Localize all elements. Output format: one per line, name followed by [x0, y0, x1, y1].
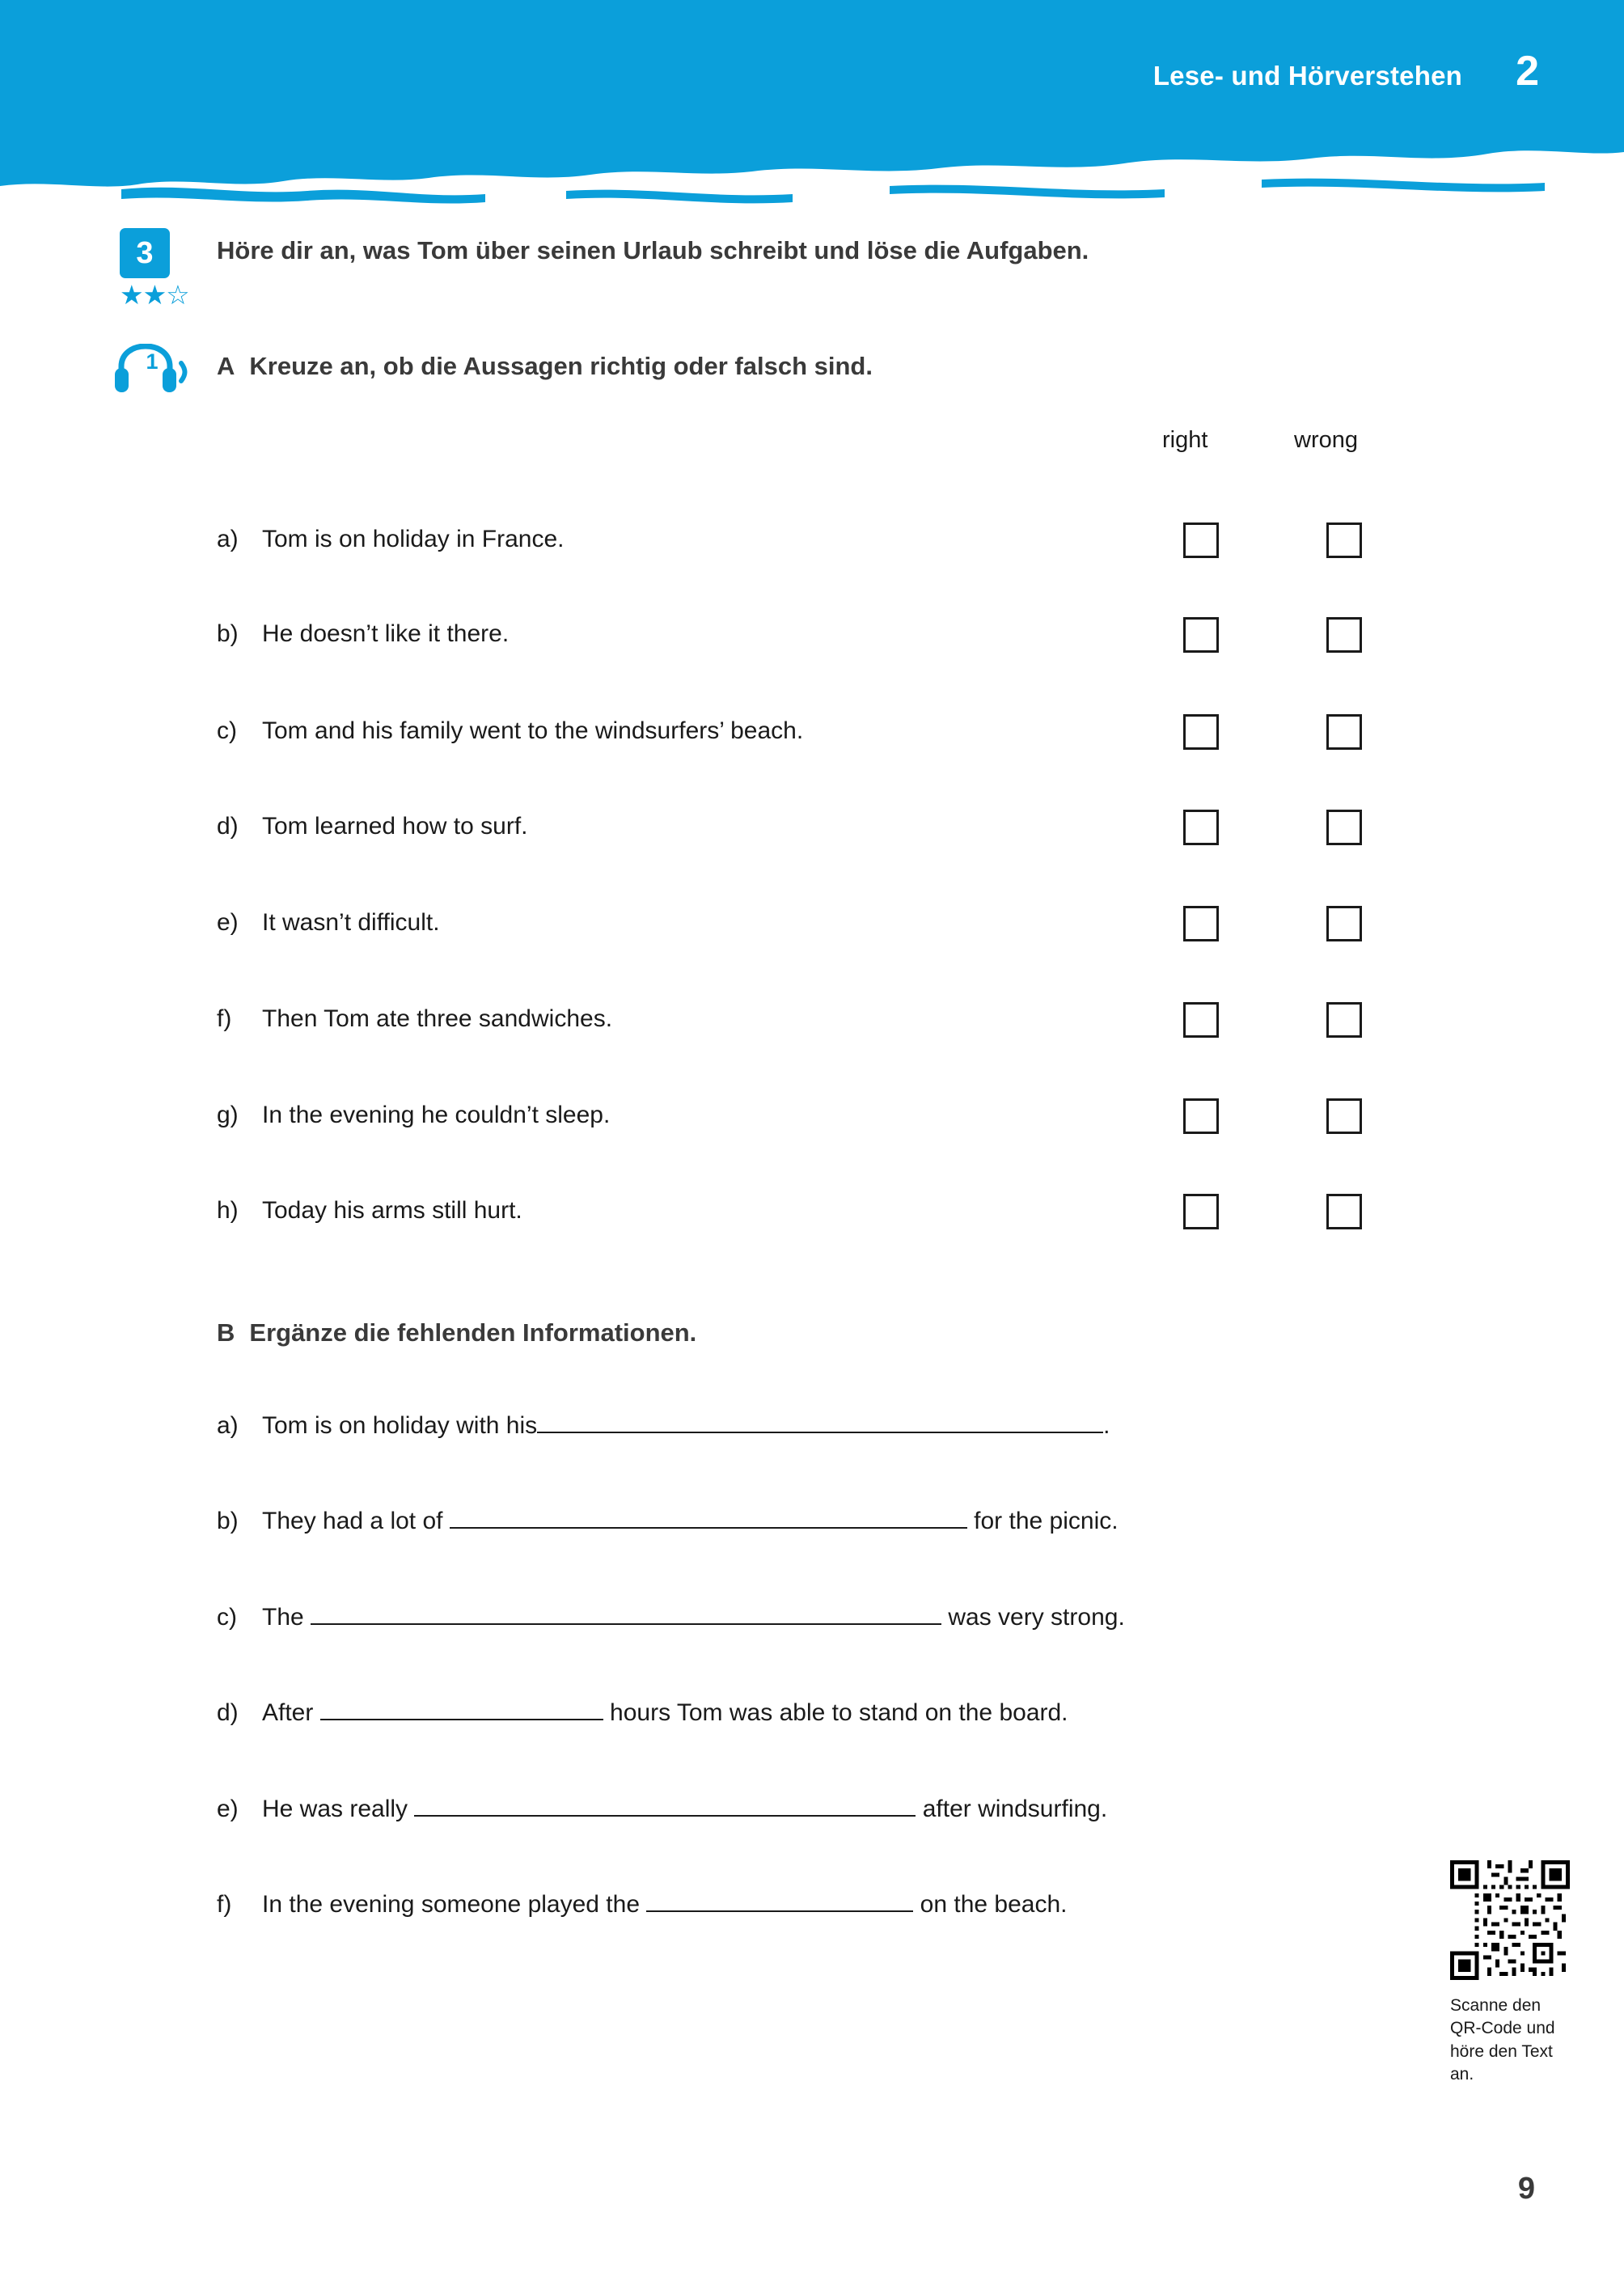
- table-row: [217, 813, 1389, 861]
- gap-text-before: He was really: [262, 1796, 415, 1822]
- gap-label: d): [217, 1699, 239, 1726]
- part-a-heading: [217, 352, 873, 381]
- statement-label: h): [217, 1197, 239, 1224]
- statement-text: Tom is on holiday in France.: [262, 526, 565, 552]
- gap-label: f): [217, 1891, 232, 1918]
- gap-input-line[interactable]: [311, 1599, 941, 1625]
- checkbox-right[interactable]: [1183, 1098, 1219, 1134]
- difficulty-stars: ★★☆: [120, 280, 189, 310]
- statement-text: Tom learned how to surf.: [262, 813, 528, 840]
- gap-text-after: was very strong.: [941, 1604, 1125, 1631]
- part-b-heading-text: Ergänze die fehlenden Informationen.: [249, 1318, 697, 1347]
- statement-text: Then Tom ate three sandwiches.: [262, 1005, 613, 1032]
- audio-track-number: 1: [146, 349, 159, 374]
- page-title: Lese- und Hörverstehen: [1152, 61, 1462, 91]
- statement-label: b): [217, 620, 239, 647]
- gap-fill-row: [217, 1694, 1446, 1727]
- checkbox-wrong[interactable]: [1326, 1002, 1362, 1038]
- gap-label: c): [217, 1604, 237, 1631]
- qr-code-block: [1450, 1860, 1570, 2086]
- checkbox-right[interactable]: [1183, 522, 1219, 558]
- gap-text-after: after windsurfing.: [916, 1796, 1108, 1822]
- statement-label: g): [217, 1102, 239, 1128]
- gap-text-after: hours Tom was able to stand on the board.: [603, 1699, 1068, 1726]
- checkbox-right[interactable]: [1183, 617, 1219, 653]
- task-instruction: Höre dir an, was Tom über seinen Urlaub schreibt und löse die Aufgaben.: [217, 236, 1089, 264]
- chapter-number: 2: [1516, 48, 1539, 95]
- checkbox-right[interactable]: [1183, 1002, 1219, 1038]
- statement-text: He doesn’t like it there.: [262, 620, 510, 647]
- statement-text: Today his arms still hurt.: [262, 1197, 522, 1224]
- statement-label: a): [217, 526, 239, 552]
- checkbox-wrong[interactable]: [1326, 810, 1362, 845]
- part-a-letter: A: [217, 352, 235, 380]
- part-b-heading: [217, 1318, 696, 1347]
- gap-text-before: In the evening someone played the: [262, 1891, 647, 1918]
- table-row: [217, 620, 1389, 669]
- checkbox-wrong[interactable]: [1326, 1098, 1362, 1134]
- column-header-wrong: wrong: [1294, 427, 1358, 453]
- gap-fill-row: [217, 1599, 1446, 1631]
- gap-label: a): [217, 1412, 239, 1439]
- gap-text-after: on the beach.: [913, 1891, 1068, 1918]
- gap-fill-row: [217, 1791, 1446, 1823]
- statement-label: c): [217, 717, 237, 744]
- statement-text: It wasn’t difficult.: [262, 909, 440, 936]
- checkbox-right[interactable]: [1183, 1194, 1219, 1229]
- part-b-letter: B: [217, 1318, 235, 1347]
- statement-text: Tom and his family went to the windsurfers’ beach.: [262, 717, 804, 744]
- table-row: [217, 1005, 1389, 1054]
- table-row: [217, 717, 1389, 766]
- gap-input-line[interactable]: [537, 1407, 1103, 1433]
- statement-label: e): [217, 909, 239, 936]
- gap-text-before: They had a lot of: [262, 1508, 450, 1534]
- table-row: [217, 1102, 1389, 1150]
- task-number-badge: 3: [120, 228, 170, 278]
- gap-fill-row: [217, 1886, 1446, 1919]
- table-row: [217, 909, 1389, 958]
- checkbox-right[interactable]: [1183, 714, 1219, 750]
- table-row: [217, 526, 1389, 574]
- checkbox-right[interactable]: [1183, 906, 1219, 941]
- qr-code-icon[interactable]: [1450, 1860, 1570, 1980]
- page-number: 9: [1517, 2172, 1535, 2206]
- checkbox-wrong[interactable]: [1326, 714, 1362, 750]
- gap-label: b): [217, 1508, 239, 1534]
- gap-text-before: The: [262, 1604, 311, 1631]
- gap-text-before: Tom is on holiday with his: [262, 1412, 538, 1439]
- qr-code-caption: Scanne den QR-Code und höre den Text an.: [1450, 1996, 1555, 2084]
- checkbox-wrong[interactable]: [1326, 906, 1362, 941]
- statement-label: f): [217, 1005, 232, 1032]
- gap-fill-row: [217, 1407, 1446, 1440]
- gap-input-line[interactable]: [320, 1694, 603, 1720]
- column-header-right: right: [1162, 427, 1208, 453]
- gap-text-after: for the picnic.: [966, 1508, 1119, 1534]
- checkbox-wrong[interactable]: [1326, 1194, 1362, 1229]
- checkbox-wrong[interactable]: [1326, 617, 1362, 653]
- gap-input-line[interactable]: [414, 1791, 916, 1817]
- gap-input-line[interactable]: [646, 1886, 913, 1912]
- gap-text-after: .: [1103, 1412, 1110, 1439]
- part-a-heading-text: Kreuze an, ob die Aussagen richtig oder falsch sind.: [249, 352, 873, 380]
- checkbox-right[interactable]: [1183, 810, 1219, 845]
- statement-label: d): [217, 813, 239, 840]
- checkbox-wrong[interactable]: [1326, 522, 1362, 558]
- gap-fill-row: [217, 1503, 1446, 1535]
- gap-input-line[interactable]: [450, 1503, 967, 1529]
- table-row: [217, 1197, 1389, 1246]
- gap-text-before: After: [262, 1699, 320, 1726]
- statement-text: In the evening he couldn’t sleep.: [262, 1102, 611, 1128]
- gap-label: e): [217, 1796, 239, 1822]
